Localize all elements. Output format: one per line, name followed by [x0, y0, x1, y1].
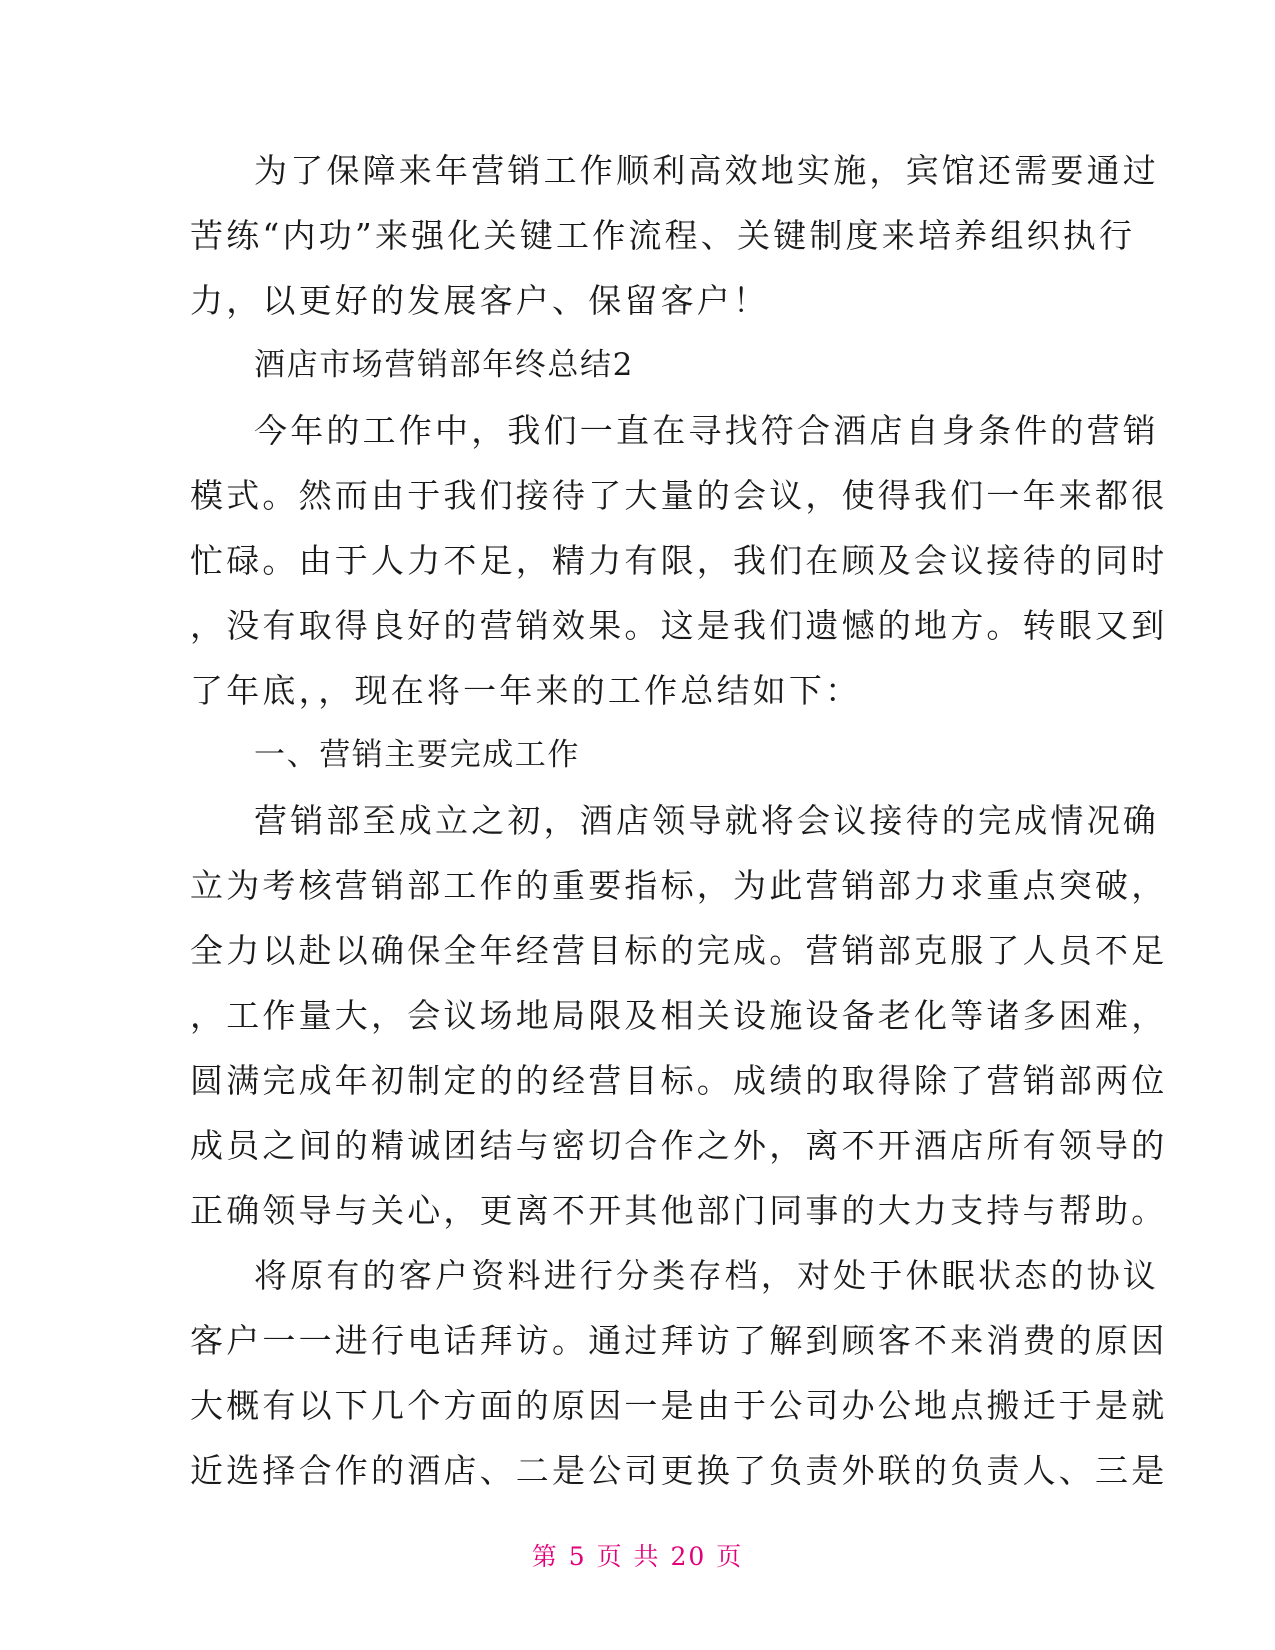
paragraph-line: 大概有以下几个方面的原因一是由于公司办公地点搬迁于是就: [190, 1386, 1168, 1425]
document-body: [190, 138, 1168, 1503]
paragraph-line: 立为考核营销部工作的重要指标，为此营销部力求重点突破，: [190, 866, 1168, 905]
paragraph-line: 全力以赴以确保全年经营目标的完成。营销部克服了人员不足: [190, 931, 1168, 970]
paragraph-line: 正确领导与关心，更离不开其他部门同事的大力支持与帮助。: [190, 1191, 1168, 1230]
paragraph-line: 圆满完成年初制定的的经营目标。成绩的取得除了营销部两位: [190, 1061, 1168, 1100]
paragraph-line: 苦练“内功”来强化关键工作流程、关键制度来培养组织执行: [190, 216, 1136, 255]
paragraph-line: 了年底，，现在将一年来的工作总结如下：: [190, 671, 862, 710]
paragraph-line: 今年的工作中，我们一直在寻找符合酒店自身条件的营销: [254, 411, 1159, 450]
paragraph-line: ，工作量大，会议场地局限及相关设施设备老化等诸多困难，: [190, 996, 1168, 1035]
page-number-footer: 第 5 页 共 20 页: [531, 1542, 744, 1571]
paragraph-line: ，没有取得良好的营销效果。这是我们遗憾的地方。转眼又到: [190, 606, 1168, 645]
section-title: 酒店市场营销部年终总结2: [254, 347, 634, 383]
paragraph-line: 成员之间的精诚团结与密切合作之外，离不开酒店所有领导的: [190, 1126, 1168, 1165]
paragraph-line: 客户一一进行电话拜访。通过拜访了解到顾客不来消费的原因: [190, 1321, 1168, 1360]
paragraph-line: 忙碌。由于人力不足，精力有限，我们在顾及会议接待的同时: [190, 541, 1168, 580]
paragraph-line: 将原有的客户资料进行分类存档，对处于休眠状态的协议: [254, 1256, 1159, 1295]
paragraph-line: 为了保障来年营销工作顺利高效地实施，宾馆还需要通过: [254, 151, 1159, 190]
paragraph-line: 营销部至成立之初，酒店领导就将会议接待的完成情况确: [254, 801, 1159, 840]
section-heading: 一、营销主要完成工作: [254, 737, 580, 773]
paragraph-line: 近选择合作的酒店、二是公司更换了负责外联的负责人、三是: [190, 1451, 1168, 1490]
paragraph-line: 模式。然而由于我们接待了大量的会议，使得我们一年来都很: [190, 476, 1168, 515]
paragraph-line: 力，以更好的发展客户、保留客户！: [190, 281, 770, 320]
